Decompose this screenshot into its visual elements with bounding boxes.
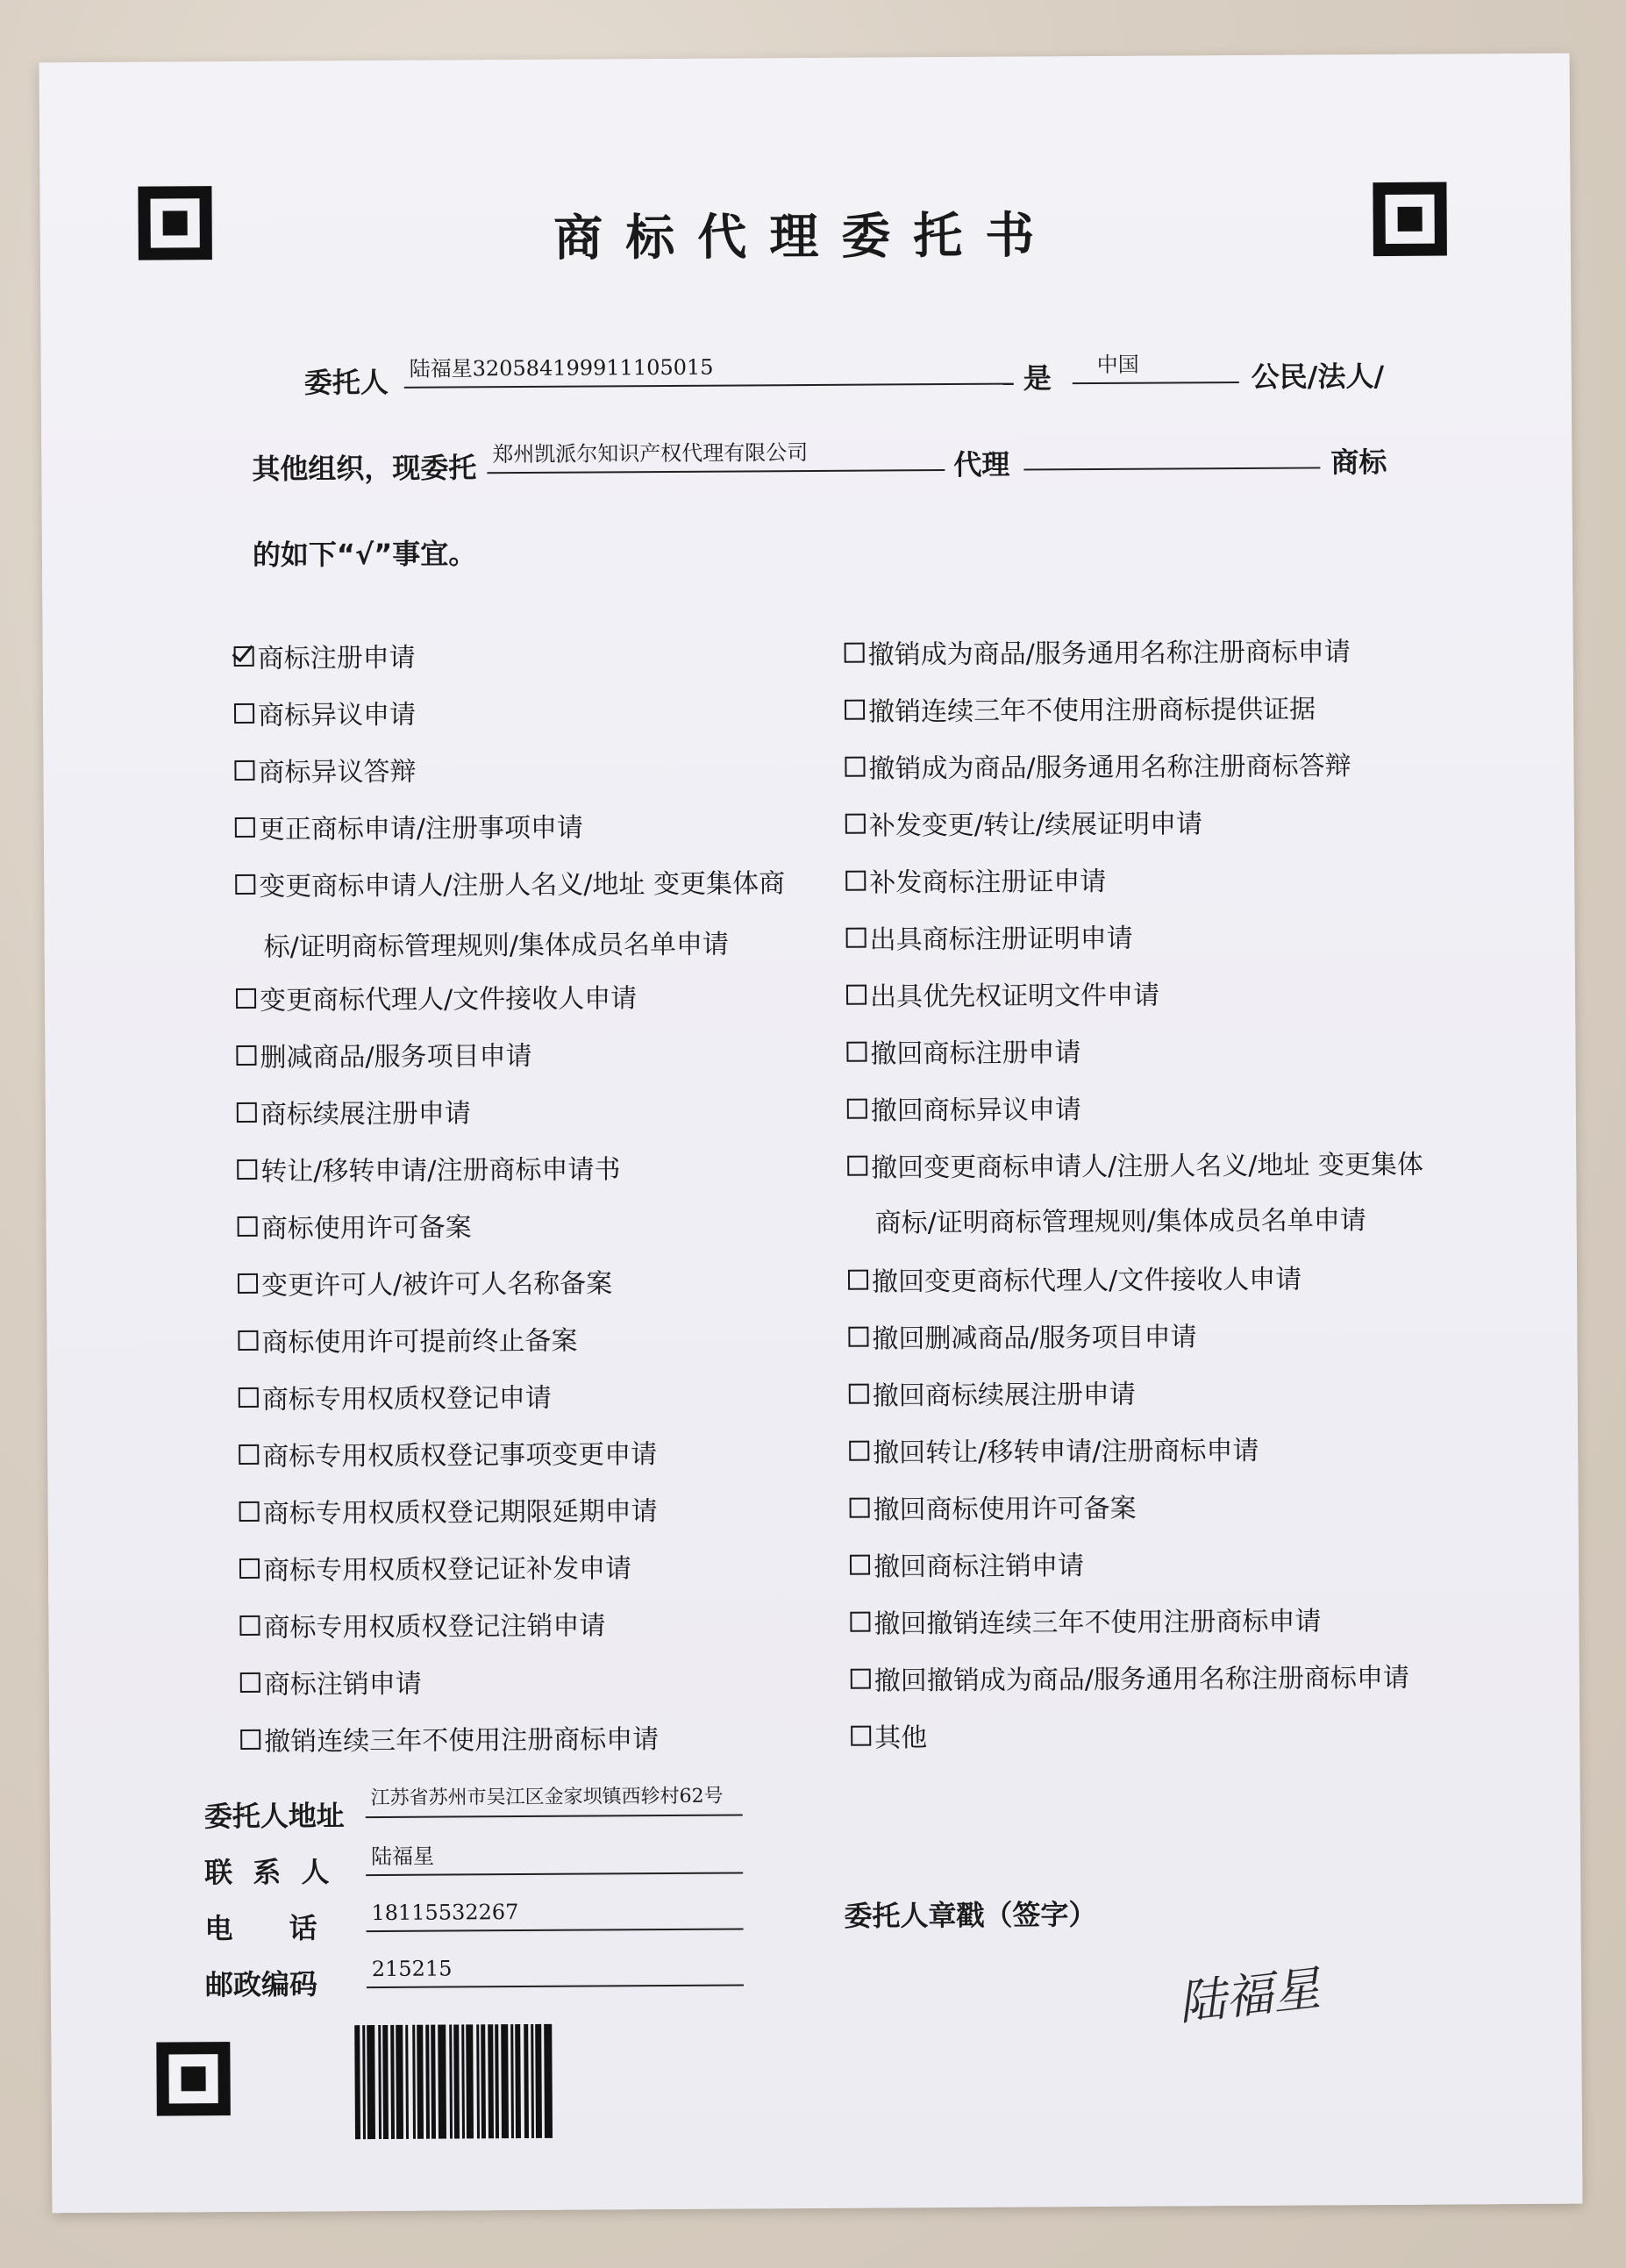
checkbox[interactable] bbox=[845, 642, 865, 662]
checkbox[interactable] bbox=[845, 813, 866, 833]
right-option-label: 撤回变更商标代理人/文件接收人申请 bbox=[871, 1264, 1302, 1298]
right-option[interactable] bbox=[848, 1258, 1302, 1299]
signature: 陆福星 bbox=[1175, 1960, 1323, 2031]
citizen-label: 公民/法人/ bbox=[1251, 359, 1385, 394]
right-option[interactable] bbox=[845, 630, 1351, 672]
right-option-label: 补发变更/转让/续展证明申请 bbox=[868, 809, 1203, 842]
checkbox[interactable] bbox=[240, 1729, 260, 1749]
checkbox[interactable] bbox=[236, 988, 256, 1008]
right-option[interactable] bbox=[849, 1487, 1136, 1527]
left-option-label: 转让/移转申请/注册商标申请书 bbox=[260, 1154, 621, 1187]
country-field[interactable]: 中国 bbox=[1073, 348, 1239, 384]
right-option-label: 撤回商标续展注册申请 bbox=[872, 1379, 1136, 1412]
left-option-label: 商标专用权质权登记事项变更申请 bbox=[262, 1439, 658, 1473]
checkbox[interactable] bbox=[850, 1554, 870, 1574]
right-option-label: 出具优先权证明文件申请 bbox=[869, 980, 1160, 1013]
left-option[interactable] bbox=[234, 750, 416, 789]
right-option-label: 撤回删减商品/服务项目申请 bbox=[872, 1322, 1197, 1355]
left-option[interactable] bbox=[239, 1546, 631, 1587]
left-option[interactable] bbox=[236, 1034, 531, 1074]
left-option[interactable] bbox=[239, 1376, 552, 1416]
right-option-label: 撤回商标使用许可备案 bbox=[873, 1493, 1137, 1526]
checkbox[interactable] bbox=[235, 874, 255, 894]
right-option[interactable] bbox=[848, 1315, 1196, 1355]
left-option-label: 商标使用许可提前终止备案 bbox=[261, 1325, 578, 1359]
left-option-label: 商标专用权质权登记期限延期申请 bbox=[262, 1496, 658, 1530]
principal-label: 委托人 bbox=[303, 365, 389, 400]
left-option-label: 商标续展注册申请 bbox=[260, 1098, 471, 1130]
is-label: 是 bbox=[1023, 361, 1052, 396]
left-option[interactable] bbox=[234, 636, 416, 675]
checkbox[interactable] bbox=[239, 1387, 259, 1407]
document-title: 商标代理委托书 bbox=[553, 207, 1058, 267]
left-option-label: 商标注册申请 bbox=[257, 642, 416, 674]
checkbox[interactable] bbox=[846, 1041, 866, 1061]
checkbox[interactable] bbox=[850, 1611, 870, 1631]
checkbox[interactable] bbox=[848, 1269, 868, 1289]
checkbox[interactable] bbox=[849, 1383, 869, 1403]
left-option-label: 商标异议答辩 bbox=[258, 756, 417, 788]
right-option[interactable] bbox=[849, 1429, 1259, 1470]
right-option[interactable] bbox=[845, 859, 1106, 900]
right-option-label: 出具商标注册证明申请 bbox=[869, 923, 1133, 956]
left-option[interactable] bbox=[237, 1147, 620, 1188]
right-option[interactable] bbox=[847, 1088, 1081, 1128]
right-option[interactable] bbox=[846, 1031, 1080, 1071]
right-option[interactable] bbox=[847, 1143, 1423, 1185]
right-option-label: 撤销成为商品/服务通用名称注册商标答辩 bbox=[868, 751, 1351, 785]
phone-field[interactable]: 18115532267 bbox=[366, 1894, 743, 1932]
checkbox[interactable] bbox=[845, 699, 865, 719]
left-option-label: 变更商标申请人/注册人名义/地址 变更集体商 bbox=[259, 868, 786, 902]
checkbox[interactable] bbox=[850, 1497, 870, 1517]
contact-label: 联 系 人 bbox=[204, 1855, 335, 1890]
checkbox[interactable] bbox=[847, 1098, 867, 1118]
left-option[interactable] bbox=[240, 1717, 659, 1758]
left-option[interactable] bbox=[237, 1091, 471, 1131]
checkbox[interactable] bbox=[238, 1273, 258, 1293]
right-option-label: 撤回撤销成为商品/服务通用名称注册商标申请 bbox=[874, 1662, 1410, 1697]
document-page bbox=[39, 53, 1583, 2214]
right-option-label: 撤销连续三年不使用注册商标提供证据 bbox=[867, 694, 1316, 728]
right-option[interactable] bbox=[850, 1544, 1084, 1584]
left-option[interactable] bbox=[236, 976, 637, 1017]
checkbox[interactable] bbox=[234, 703, 254, 723]
checkbox[interactable] bbox=[234, 645, 254, 666]
matters-label: 的如下“√”事宜。 bbox=[252, 537, 477, 572]
checkbox[interactable] bbox=[239, 1615, 260, 1635]
checkbox[interactable] bbox=[234, 760, 254, 780]
checkbox[interactable] bbox=[237, 1102, 257, 1122]
right-option[interactable] bbox=[851, 1715, 927, 1755]
left-option[interactable] bbox=[235, 806, 583, 846]
left-option-label: 商标专用权质权登记注销申请 bbox=[263, 1610, 606, 1644]
left-option-label: 商标专用权质权登记申请 bbox=[261, 1382, 552, 1416]
right-option[interactable] bbox=[846, 916, 1133, 957]
checkbox[interactable] bbox=[846, 927, 866, 947]
corner-marker-bottom-left bbox=[156, 2042, 231, 2116]
checkbox[interactable] bbox=[240, 1672, 260, 1692]
act-label: 代理 bbox=[953, 447, 1010, 481]
trademark-label: 商标 bbox=[1330, 445, 1387, 480]
checkbox[interactable] bbox=[236, 1045, 256, 1065]
checkbox[interactable] bbox=[846, 984, 866, 1004]
checkbox[interactable] bbox=[239, 1444, 259, 1464]
left-option[interactable] bbox=[239, 1432, 657, 1473]
right-option[interactable] bbox=[845, 744, 1351, 786]
right-option-label: 撤销成为商品/服务通用名称注册商标申请 bbox=[867, 637, 1351, 671]
left-option[interactable] bbox=[239, 1603, 605, 1644]
postcode-label: 邮政编码 bbox=[204, 1967, 318, 2002]
contact-field[interactable]: 陆福星 bbox=[366, 1838, 743, 1876]
left-option[interactable] bbox=[239, 1489, 657, 1530]
left-option[interactable] bbox=[238, 1261, 612, 1302]
address-label: 委托人地址 bbox=[203, 1799, 345, 1834]
trademark-field[interactable] bbox=[1023, 433, 1320, 470]
postcode-field[interactable]: 215215 bbox=[367, 1951, 744, 1988]
checkbox[interactable] bbox=[239, 1558, 260, 1578]
left-option[interactable] bbox=[234, 693, 416, 732]
right-option[interactable] bbox=[849, 1373, 1136, 1413]
right-option[interactable] bbox=[851, 1656, 1409, 1698]
right-option-label: 撤回商标注册申请 bbox=[870, 1038, 1081, 1070]
seal-label: 委托人章戳（签字） bbox=[844, 1898, 1097, 1933]
agency-field[interactable]: 郑州凯派尔知识产权代理有限公司 bbox=[487, 436, 945, 474]
principal-field[interactable]: 陆福星320584199911105015 bbox=[404, 350, 1014, 389]
checkbox[interactable] bbox=[237, 1159, 257, 1179]
checkbox[interactable] bbox=[849, 1440, 869, 1460]
right-option-continuation: 商标/证明商标管理规则/集体成员名单申请 bbox=[874, 1205, 1366, 1239]
right-option[interactable] bbox=[850, 1599, 1321, 1640]
left-option-label: 更正商标申请/注册事项申请 bbox=[258, 812, 584, 845]
left-option-label: 变更许可人/被许可人名称备案 bbox=[260, 1268, 613, 1302]
checkbox[interactable] bbox=[239, 1501, 260, 1521]
checkbox[interactable] bbox=[235, 817, 255, 837]
right-option-label: 撤回商标异议申请 bbox=[870, 1095, 1081, 1127]
barcode bbox=[354, 2022, 795, 2139]
right-option[interactable] bbox=[845, 687, 1316, 728]
right-option[interactable] bbox=[845, 802, 1202, 842]
other-org-label: 其他组织，现委托 bbox=[252, 451, 477, 486]
checkbox[interactable] bbox=[851, 1668, 871, 1688]
checkbox[interactable] bbox=[845, 870, 866, 890]
left-option-label: 删减商品/服务项目申请 bbox=[260, 1040, 532, 1073]
checkbox[interactable] bbox=[848, 1326, 868, 1346]
right-option-label: 撤回转让/移转申请/注册商标申请 bbox=[873, 1435, 1259, 1469]
right-option-label: 撤回变更商标申请人/注册人名义/地址 变更集体 bbox=[871, 1149, 1424, 1184]
checkbox[interactable] bbox=[238, 1330, 258, 1350]
checkbox[interactable] bbox=[851, 1725, 871, 1745]
right-option-label: 补发商标注册证申请 bbox=[869, 866, 1107, 899]
left-option-label: 商标异议申请 bbox=[257, 699, 417, 731]
right-option-label: 撤回撤销连续三年不使用注册商标申请 bbox=[874, 1606, 1322, 1640]
left-option-label: 商标专用权质权登记证补发申请 bbox=[262, 1553, 632, 1587]
left-option[interactable] bbox=[238, 1205, 472, 1245]
left-option-label: 商标使用许可备案 bbox=[260, 1212, 472, 1245]
left-option[interactable] bbox=[235, 861, 785, 903]
address-field[interactable]: 江苏省苏州市吴江区金家坝镇西轸村62号 bbox=[366, 1780, 743, 1818]
right-option-label: 其他 bbox=[874, 1722, 928, 1754]
left-option-continuation: 标/证明商标管理规则/集体成员名单申请 bbox=[263, 929, 730, 963]
checkbox[interactable] bbox=[238, 1216, 258, 1236]
checkbox[interactable] bbox=[847, 1155, 867, 1175]
left-option[interactable] bbox=[240, 1662, 422, 1701]
left-option-label: 商标注销申请 bbox=[263, 1668, 422, 1701]
left-option-label: 变更商标代理人/文件接收人申请 bbox=[259, 983, 638, 1016]
right-option-label: 撤回商标注销申请 bbox=[873, 1551, 1085, 1583]
left-option[interactable] bbox=[238, 1319, 577, 1359]
left-option-label: 撤销连续三年不使用注册商标申请 bbox=[264, 1724, 660, 1758]
checkbox[interactable] bbox=[845, 756, 865, 776]
phone-label: 电 话 bbox=[204, 1911, 317, 1946]
right-option[interactable] bbox=[846, 974, 1159, 1014]
